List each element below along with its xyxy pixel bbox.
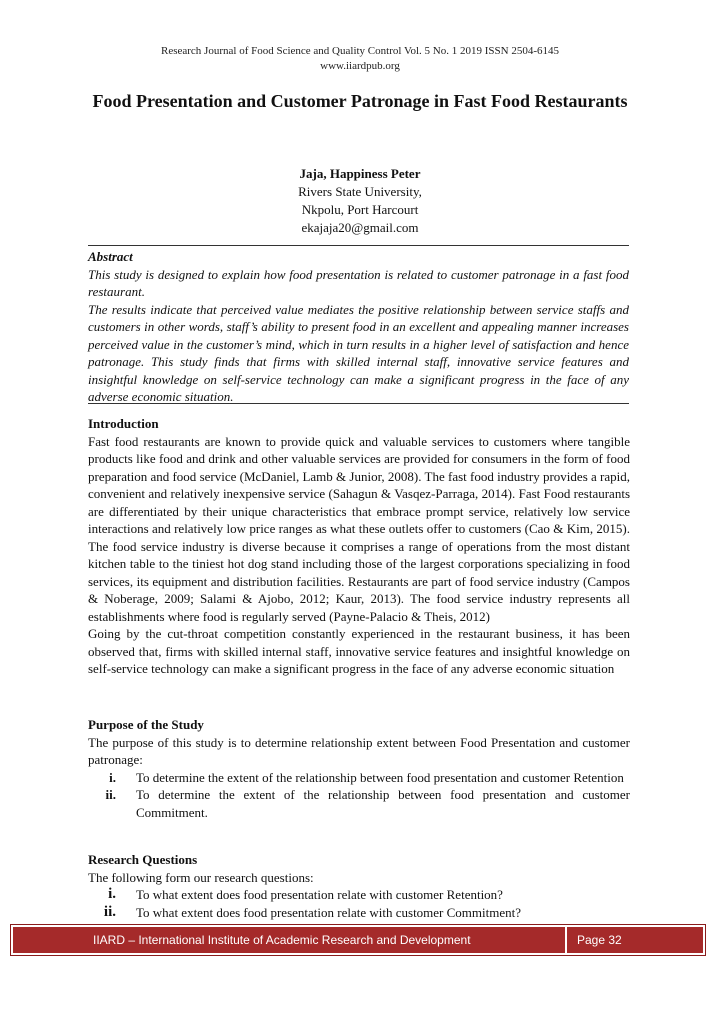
- purpose-item-1-text: To determine the extent of the relationship between food presentation and customer Retention: [136, 769, 624, 785]
- abstract-paragraph-1: This study is designed to explain how food presentation is related to customer patronage in a fast food restaurant.: [88, 266, 629, 299]
- purpose-item-1-num: i.: [109, 769, 116, 785]
- author-affiliation: Rivers State University,: [298, 184, 422, 199]
- questions-section: [88, 851, 630, 921]
- abstract: [88, 248, 629, 406]
- abstract-heading: Abstract: [88, 249, 133, 264]
- introduction-paragraph-2: Going by the cut-throat competition constantly experienced in the restaurant business, it has been observed that, firms with skilled internal staff, innovative service features and insightful knowledge on self-service technology can make a significant progress in the face of any adverse economic situation: [88, 626, 630, 676]
- abstract-paragraph-2: The results indicate that perceived value mediates the positive relationship between service staffs and customers in other words, staff’s ability to present food in an excellent and appealing manner increases perceived value in the customer’s mind, which in turn results in a higher level of satisfaction and hence patronage. This study finds that firms with skilled internal staff, innovative service features and insightful knowledge on self-service technology can make a significant progress in the face of any adverse economic situation.: [88, 301, 629, 404]
- purpose-item-2-num: ii.: [105, 787, 116, 802]
- abstract-top-rule: [88, 245, 629, 246]
- question-item-1: [88, 886, 630, 904]
- introduction-paragraph-1: Fast food restaurants are known to provide quick and valuable services to customers where tangible products like food and drink and other valuable services are provided for consumers in the form of food preparation and food service (McDaniel, Lamb & Junior, 2008). The fast food industry provides a rapid, convenient and relatively inexpensive service (Sahagun & Vasqez-Parraga, 2014). Fast Food restaurants are differentiated by their unique characteristics that embrace prompt service, relatively low service interactions and relatively low price ranges as what these outlets offer to customers (Cao & Kim, 2015). The food service industry is diverse because it comprises a range of operations from the most distant kitchen table to the tiniest hot dog stand including those of the largest corporations specializing in food services, its equipment and distribution facilities. Restaurants are part of food service industry (Campos & Noberage, 2009; Salami & Ajobo, 2012; Kaur, 2013). The food service industry represents all establishments where food is regularly served (Payne-Palacio & Theis, 2012): [88, 433, 630, 624]
- purpose-intro: The purpose of this study is to determine relationship extent between Food Presentation and customer patronage:: [88, 734, 630, 767]
- journal-url[interactable]: www.iiardpub.org: [320, 60, 400, 72]
- question-item-1-text: To what extent does food presentation relate with customer Retention?: [136, 887, 503, 902]
- paper-title: Food Presentation and Customer Patronage in Fast Food Restaurants: [92, 91, 628, 111]
- purpose-section: [88, 716, 630, 821]
- question-item-2: [88, 904, 630, 922]
- introduction-section: [88, 415, 630, 678]
- purpose-heading: Purpose of the Study: [88, 717, 204, 732]
- page-footer: [10, 924, 706, 956]
- footer-bar: [13, 927, 703, 953]
- author-email[interactable]: ekajaja20@gmail.com: [301, 220, 419, 235]
- question-item-1-num: i.: [108, 886, 116, 902]
- purpose-item-2-text: To determine the extent of the relationship between food presentation and customer Commitment.: [136, 787, 630, 820]
- purpose-item-1: [88, 769, 630, 787]
- journal-header: Research Journal of Food Science and Quality Control Vol. 5 No. 1 2019 ISSN 2504-6145: [161, 45, 559, 57]
- question-item-2-num: ii.: [103, 903, 116, 920]
- questions-heading: Research Questions: [88, 852, 198, 867]
- introduction-heading: Introduction: [88, 416, 159, 431]
- questions-intro: The following form our research questions:: [88, 869, 314, 885]
- page-number: Page 32: [577, 933, 622, 947]
- author-block: [0, 165, 720, 237]
- footer-org: IIARD – International Institute of Academic Research and Development: [93, 933, 471, 947]
- question-item-2-text: To what extent does food presentation relate with customer Commitment?: [136, 904, 522, 920]
- purpose-item-2: [88, 786, 630, 821]
- author-name: Jaja, Happiness Peter: [299, 166, 421, 181]
- author-location: Nkpolu, Port Harcourt: [301, 202, 419, 217]
- abstract-bottom-rule: [88, 403, 629, 404]
